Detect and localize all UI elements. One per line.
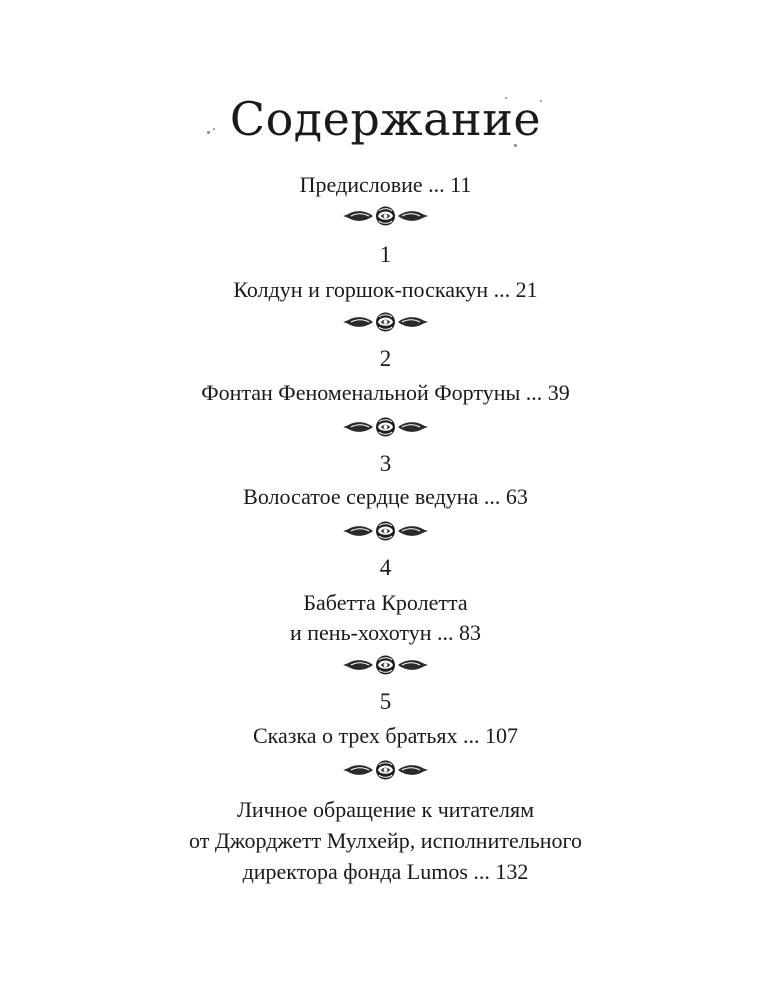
chapter-4-number: 4 [379, 555, 392, 580]
floral-rose-icon [341, 520, 430, 542]
chapter-2-title: Фонтан Феноменальной Фортуны ... 39 [201, 380, 570, 405]
afterword-line2: от Джорджетт Мулхейр, исполнительного [189, 828, 582, 853]
floral-rose-icon [341, 416, 430, 438]
floral-rose-icon [341, 311, 430, 333]
afterword-line3: директора фонда Lumos ... 132 [242, 859, 529, 884]
floral-rose-icon [341, 759, 430, 781]
afterword-line1: Личное обращение к читателям [236, 797, 535, 822]
chapter-1-title: Колдун и горшок-поскакун ... 21 [233, 277, 538, 302]
chapter-3-title: Волосатое сердце ведуна ... 63 [243, 484, 528, 509]
chapter-3-number: 3 [379, 451, 392, 476]
floral-rose-icon [341, 205, 430, 227]
page-title: Содержание [229, 92, 542, 146]
floral-rose-icon [341, 654, 430, 676]
chapter-5-number: 5 [379, 689, 392, 714]
chapter-2-number: 2 [379, 346, 392, 371]
chapter-4-title-line1: Бабетта Кролетта [303, 590, 468, 615]
chapter-4-title-line2: и пень-хохотун ... 83 [289, 620, 482, 645]
chapter-5-title: Сказка о трех братьях ... 107 [252, 723, 519, 748]
chapter-1-number: 1 [379, 242, 392, 267]
foreword-entry: Предисловие ... 11 [299, 172, 472, 197]
